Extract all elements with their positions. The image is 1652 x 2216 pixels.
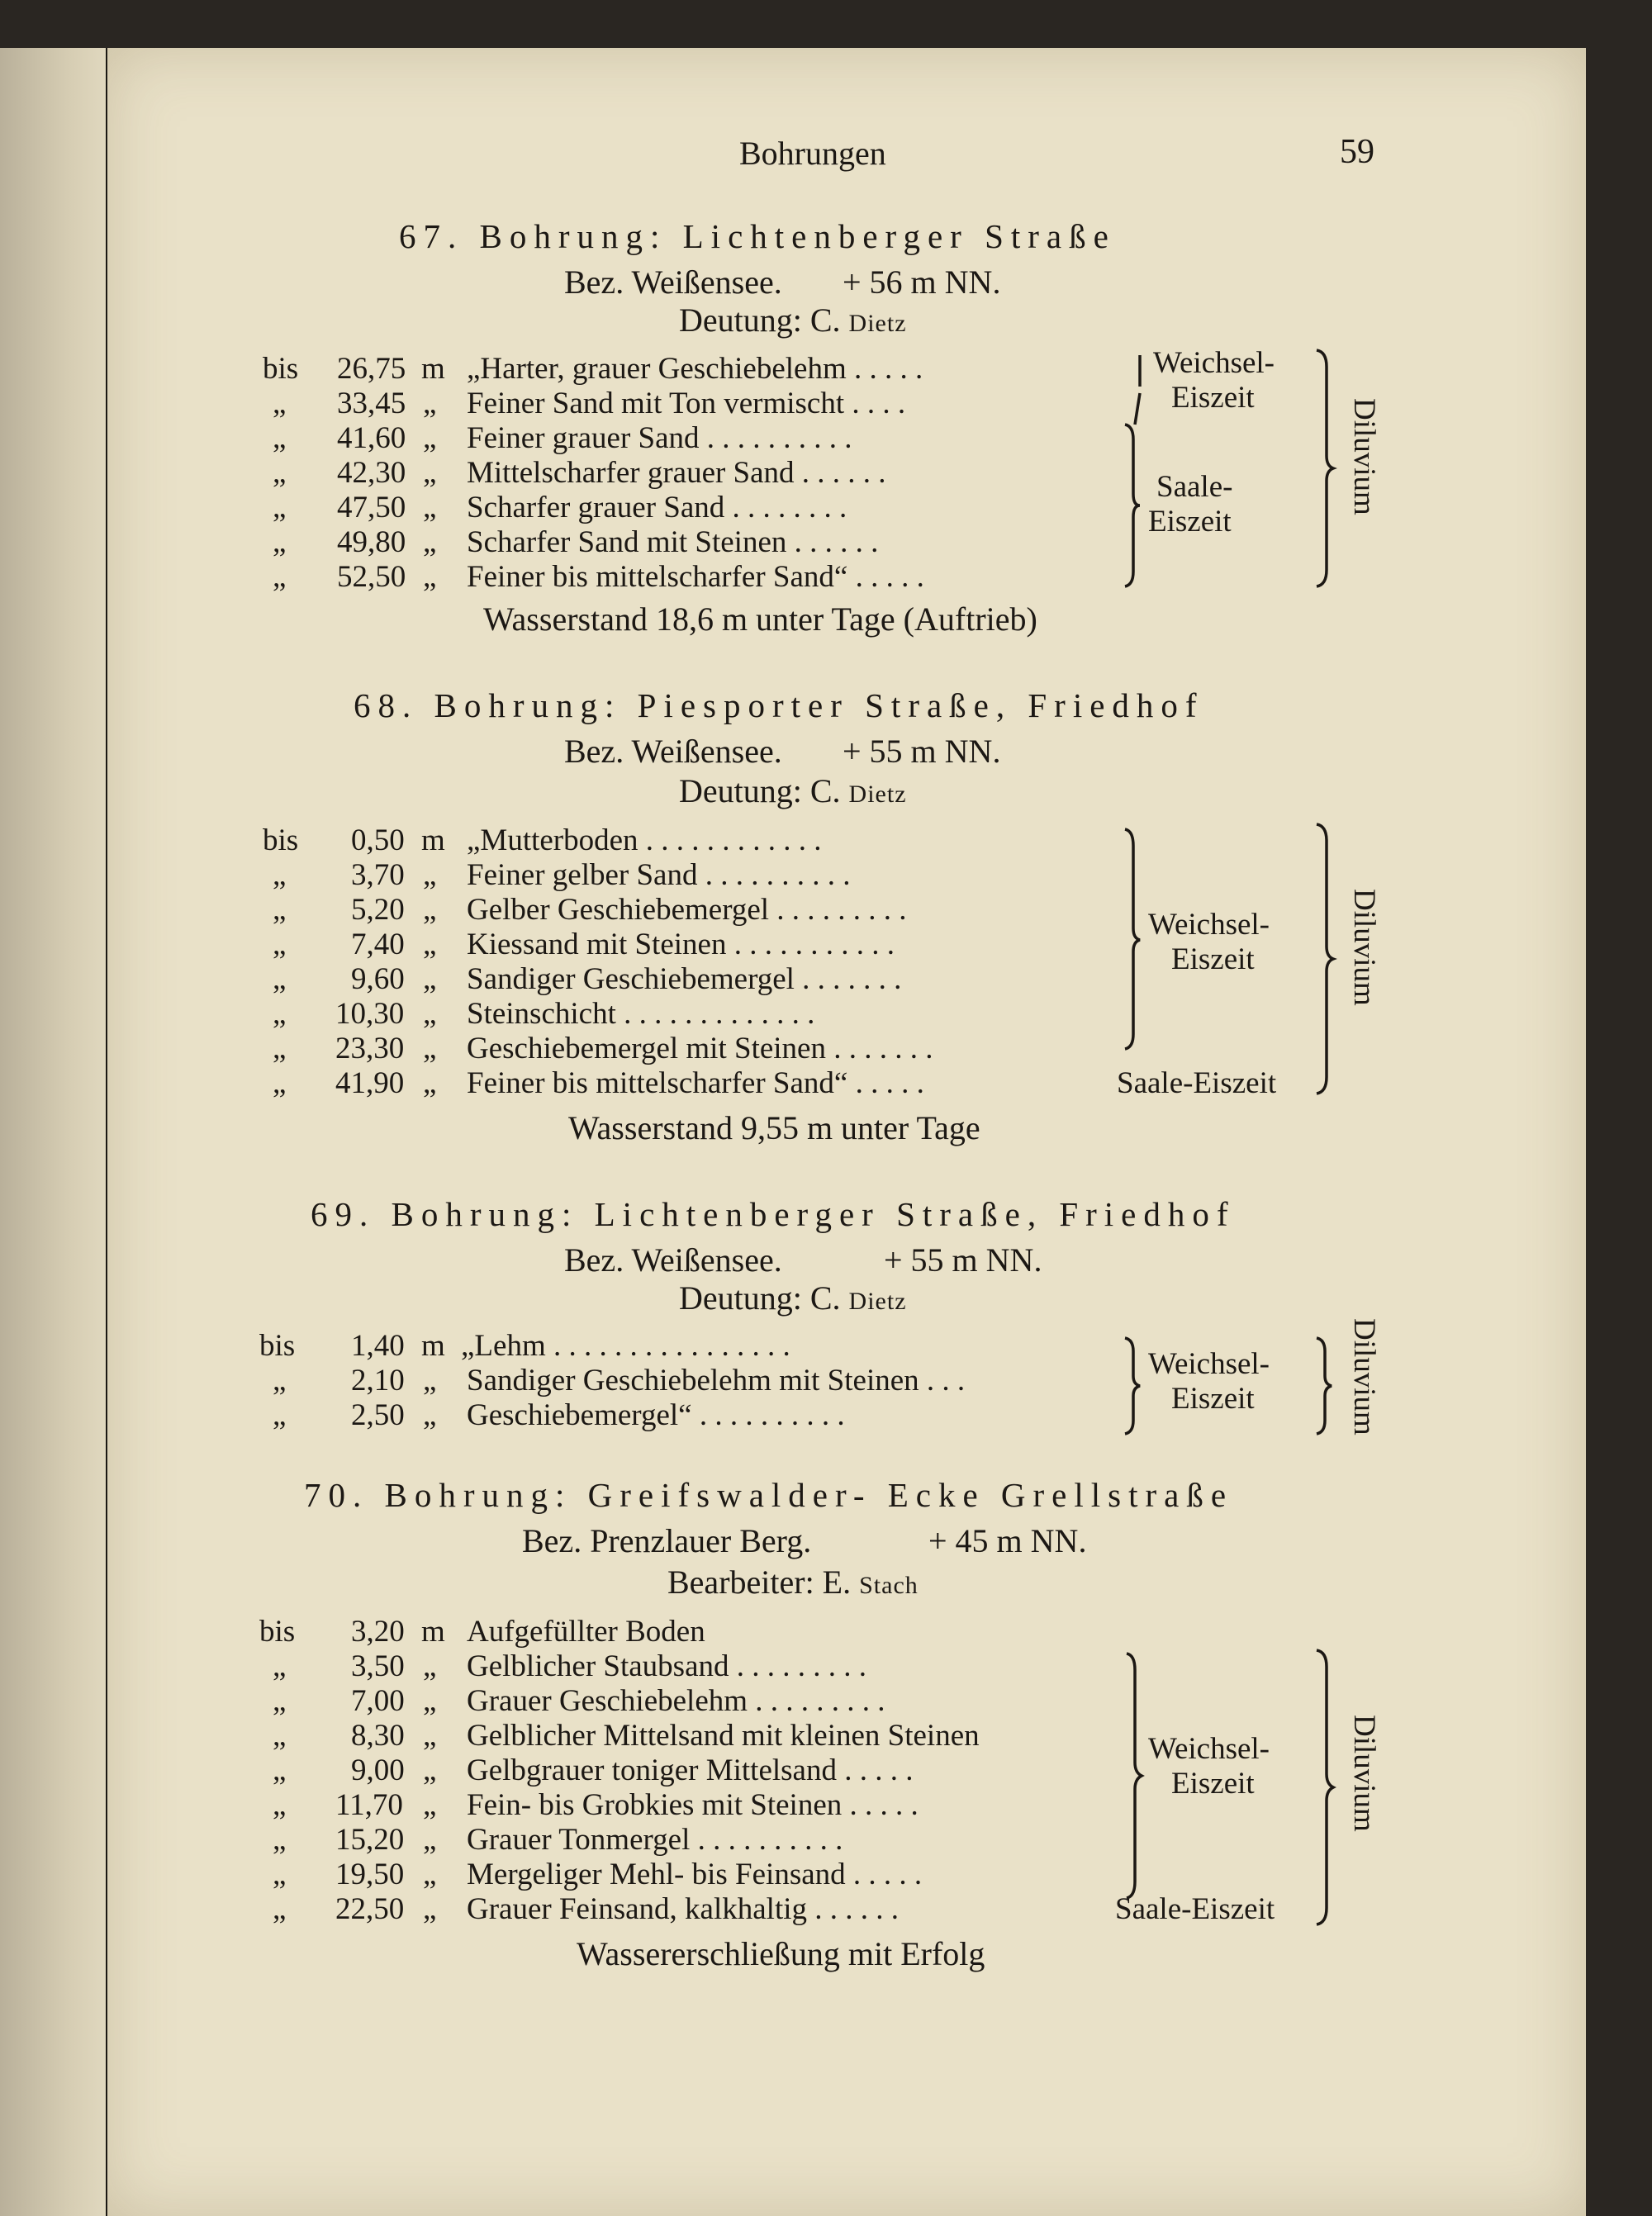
location: Bez. Prenzlauer Berg.: [522, 1522, 812, 1559]
row-description: Feiner grauer Sand . . . . . . . . . .: [467, 421, 852, 455]
row-prefix: bis: [263, 352, 299, 386]
row-unit: „: [423, 1364, 437, 1397]
row-depth: 3,50: [351, 1649, 405, 1683]
row-unit: „: [423, 1823, 437, 1857]
role: Bearbeiter: E.: [667, 1564, 860, 1601]
row-depth: 7,00: [351, 1684, 405, 1718]
row-unit: „: [423, 997, 437, 1031]
row-description: Scharfer Sand mit Steinen . . . . . .: [467, 525, 879, 559]
row-unit: „: [423, 456, 437, 490]
role: Deutung: C.: [679, 1279, 849, 1317]
role: Deutung: C.: [679, 772, 849, 809]
row-depth: 3,70: [351, 858, 405, 892]
row-prefix: „: [273, 1649, 287, 1683]
row-unit: „: [423, 1398, 437, 1432]
row-description: Feiner Sand mit Ton vermischt . . . .: [467, 387, 906, 420]
group-label-line2: Eiszeit: [1171, 1382, 1255, 1416]
row-depth: 11,70: [335, 1788, 403, 1822]
row-description: Gelbgrauer toniger Mittelsand . . . . .: [467, 1753, 914, 1787]
row-prefix: „: [273, 1823, 287, 1857]
row-prefix: „: [273, 387, 287, 420]
group-label-line1: Saale-: [1156, 470, 1233, 504]
row-unit: „: [423, 1788, 437, 1822]
author: Dietz: [848, 310, 907, 337]
row-depth: 41,90: [335, 1066, 405, 1100]
row-depth: 22,50: [335, 1892, 405, 1926]
group-label-line2: Eiszeit: [1171, 942, 1255, 976]
row-prefix: bis: [259, 1615, 296, 1649]
row-prefix: „: [273, 1066, 287, 1100]
row-depth: 3,20: [351, 1615, 405, 1649]
row-unit: „: [423, 1753, 437, 1787]
elevation: + 55 m NN.: [843, 733, 1001, 770]
inline-group-label: Saale-Eiszeit: [1115, 1892, 1275, 1926]
row-depth: 52,50: [337, 560, 406, 594]
row-depth: 2,50: [351, 1398, 405, 1432]
row-prefix: „: [273, 962, 287, 996]
row-prefix: „: [273, 525, 287, 559]
row-prefix: „: [273, 1719, 287, 1753]
row-description: Feiner gelber Sand . . . . . . . . . .: [467, 858, 851, 892]
row-prefix: „: [273, 893, 287, 927]
row-depth: 26,75: [337, 352, 406, 386]
row-prefix: „: [273, 456, 287, 490]
row-depth: 5,20: [351, 893, 405, 927]
row-unit: „: [423, 1858, 437, 1891]
row-description: Feiner bis mittelscharfer Sand“ . . . . .: [467, 560, 924, 594]
row-description: Grauer Feinsand, kalkhaltig . . . . . .: [467, 1892, 900, 1926]
period-label: Diluvium: [1347, 1318, 1381, 1435]
row-prefix: „: [273, 1684, 287, 1718]
period-label: Diluvium: [1347, 1715, 1381, 1832]
row-depth: 19,50: [335, 1858, 405, 1891]
row-prefix: bis: [259, 1329, 296, 1363]
row-description: Grauer Geschiebelehm . . . . . . . . .: [467, 1684, 885, 1718]
row-unit: „: [423, 1066, 437, 1100]
row-unit: „: [423, 893, 437, 927]
row-depth: 9,60: [351, 962, 405, 996]
author: Dietz: [848, 781, 907, 808]
row-unit: „: [423, 1032, 437, 1065]
row-description: Mittelscharfer grauer Sand . . . . . .: [467, 456, 886, 490]
row-description: Grauer Tonmergel . . . . . . . . . .: [467, 1823, 843, 1857]
elevation: + 45 m NN.: [928, 1522, 1087, 1559]
row-unit: m: [421, 352, 445, 386]
brace-period: [1315, 349, 1335, 588]
row-unit: „: [423, 1649, 437, 1683]
book-gutter: [0, 48, 116, 2216]
author: Stach: [859, 1572, 919, 1599]
period-label: Diluvium: [1347, 889, 1381, 1006]
brace-period: [1315, 1336, 1333, 1435]
water-level: Wasserstand 9,55 m unter Tage: [568, 1109, 980, 1146]
row-prefix: „: [273, 858, 287, 892]
row-description: Gelber Geschiebemergel . . . . . . . . .: [467, 893, 907, 927]
row-unit: „: [423, 421, 437, 455]
inline-group-label: Saale-Eiszeit: [1117, 1066, 1277, 1100]
row-unit: „: [423, 928, 437, 961]
row-unit: „: [423, 525, 437, 559]
row-prefix: bis: [263, 823, 299, 857]
water-result: Wassererschließung mit Erfolg: [577, 1935, 985, 1972]
row-prefix: „: [273, 1364, 287, 1397]
group-label-line2: Eiszeit: [1171, 1767, 1255, 1801]
elevation: + 56 m NN.: [843, 263, 1001, 301]
row-depth: 49,80: [337, 525, 406, 559]
group-label-line1: Weichsel-: [1148, 1732, 1270, 1766]
row-unit: „: [423, 387, 437, 420]
row-description: Mergeliger Mehl- bis Feinsand . . . . .: [467, 1858, 923, 1891]
editor: [667, 1563, 919, 1601]
interpretation: [679, 771, 907, 810]
row-unit: „: [423, 1892, 437, 1926]
brace-period: [1315, 1649, 1335, 1926]
section-title: 70. Bohrung: Greifswalder- Ecke Grellstraße: [304, 1476, 1234, 1514]
group-label-line1: Weichsel-: [1148, 1347, 1270, 1381]
row-description: Scharfer grauer Sand . . . . . . . .: [467, 491, 847, 524]
section-title: 67. Bohrung: Lichtenberger Straße: [399, 217, 1116, 255]
row-description: Steinschicht . . . . . . . . . . . . .: [467, 997, 815, 1031]
row-depth: 47,50: [337, 491, 406, 524]
row-prefix: „: [273, 1892, 287, 1926]
row-prefix: „: [273, 997, 287, 1031]
row-depth: 0,50: [351, 823, 405, 857]
group-label-line2: Eiszeit: [1148, 505, 1232, 539]
row-unit: „: [423, 1684, 437, 1718]
row-depth: 10,30: [335, 997, 405, 1031]
row-unit: „: [423, 962, 437, 996]
row-prefix: „: [273, 928, 287, 961]
row-description: Kiessand mit Steinen . . . . . . . . . . .: [467, 928, 895, 961]
brace-weichsel: [1123, 828, 1142, 1051]
water-level: Wasserstand 18,6 m unter Tage (Auftrieb): [483, 600, 1037, 638]
row-prefix: „: [273, 1753, 287, 1787]
elevation: + 55 m NN.: [884, 1241, 1042, 1279]
row-description: Sandiger Geschiebemergel . . . . . . .: [467, 962, 902, 996]
row-depth: 15,20: [335, 1823, 405, 1857]
row-depth: 41,60: [337, 421, 406, 455]
location: Bez. Weißensee.: [564, 1241, 782, 1279]
row-prefix: „: [273, 491, 287, 524]
row-description: Geschiebemergel“ . . . . . . . . . .: [467, 1398, 845, 1432]
row-description: Gelblicher Staubsand . . . . . . . . .: [467, 1649, 866, 1683]
row-depth: 9,00: [351, 1753, 405, 1787]
row-unit: „: [423, 858, 437, 892]
row-unit: m: [421, 823, 445, 857]
row-description: Geschiebemergel mit Steinen . . . . . . .: [467, 1032, 933, 1065]
role: Deutung: C.: [679, 301, 849, 339]
row-description: „Harter, grauer Geschiebelehm . . . . .: [467, 352, 923, 386]
row-prefix: „: [273, 1032, 287, 1065]
group-label-line2: Eiszeit: [1171, 381, 1255, 415]
running-header: Bohrungen: [739, 135, 886, 172]
period-label: Diluvium: [1347, 398, 1381, 515]
row-prefix: „: [273, 421, 287, 455]
author: Dietz: [848, 1288, 907, 1315]
row-description: „Lehm . . . . . . . . . . . . . . . .: [461, 1329, 790, 1363]
row-depth: 8,30: [351, 1719, 405, 1753]
row-depth: 33,45: [337, 387, 406, 420]
interpretation: [679, 1279, 907, 1317]
row-depth: 23,30: [335, 1032, 405, 1065]
location: Bez. Weißensee.: [564, 733, 782, 770]
group-label-line1: Weichsel-: [1148, 908, 1270, 942]
row-prefix: „: [273, 1858, 287, 1891]
row-description: Aufgefüllter Boden: [467, 1615, 705, 1649]
row-depth: 2,10: [351, 1364, 405, 1397]
section-title: 68. Bohrung: Piesporter Straße, Friedhof: [354, 686, 1204, 724]
row-prefix: „: [273, 560, 287, 594]
row-unit: m: [421, 1329, 445, 1363]
brace-weichsel: [1123, 1336, 1142, 1435]
brace-weichsel: [1125, 1652, 1143, 1900]
group-label-line1: Weichsel-: [1153, 346, 1275, 380]
section-title: 69. Bohrung: Lichtenberger Straße, Friedhof: [311, 1195, 1236, 1233]
row-description: Feiner bis mittelscharfer Sand“ . . . . .: [467, 1066, 924, 1100]
row-description: Sandiger Geschiebelehm mit Steinen . . .: [467, 1364, 966, 1397]
page-number: 59: [1340, 133, 1374, 171]
row-description: Gelblicher Mittelsand mit kleinen Steinen: [467, 1719, 980, 1753]
location: Bez. Weißensee.: [564, 263, 782, 301]
row-prefix: „: [273, 1788, 287, 1822]
row-unit: m: [421, 1615, 445, 1649]
row-unit: „: [423, 560, 437, 594]
brace-weichsel: [1130, 354, 1146, 428]
brace-period: [1315, 823, 1335, 1095]
row-unit: „: [423, 491, 437, 524]
row-description: „Mutterboden . . . . . . . . . . . .: [467, 823, 822, 857]
row-depth: 42,30: [337, 456, 406, 490]
row-depth: 7,40: [351, 928, 405, 961]
brace-saale: [1123, 423, 1142, 588]
row-unit: „: [423, 1719, 437, 1753]
interpretation: [679, 301, 907, 339]
row-description: Fein- bis Grobkies mit Steinen . . . . .: [467, 1788, 919, 1822]
row-prefix: „: [273, 1398, 287, 1432]
row-depth: 1,40: [351, 1329, 405, 1363]
